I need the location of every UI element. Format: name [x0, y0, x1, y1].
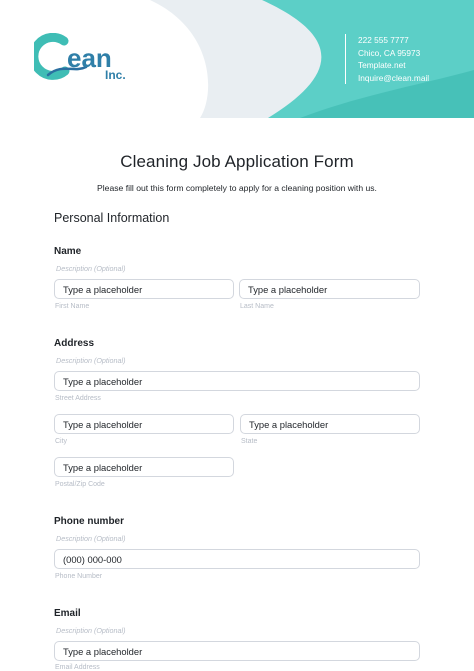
section-title-personal-information: Personal Information: [54, 211, 170, 225]
last-name-input[interactable]: Type a placeholder: [239, 279, 420, 299]
phone-number-hint: Phone Number: [55, 573, 103, 580]
state-hint: State: [241, 438, 258, 445]
phone-label: Phone number: [54, 516, 125, 527]
email-label: Email: [54, 608, 81, 619]
email-hint: Email Address: [55, 664, 100, 671]
first-name-input[interactable]: Type a placeholder: [54, 279, 234, 299]
logo-subtext: Inc.: [105, 68, 126, 82]
address-label: Address: [54, 338, 95, 349]
phone-number-input[interactable]: (000) 000-000: [54, 549, 420, 569]
city-hint: City: [55, 438, 68, 445]
form-title: Cleaning Job Application Form: [120, 152, 354, 171]
street-address-hint: Street Address: [55, 395, 101, 402]
contact-address: Chico, CA 95973: [358, 47, 421, 58]
address-description: Description (Optional): [56, 356, 126, 365]
logo-text: ean: [67, 43, 112, 73]
contact-phone: 222 555 7777: [358, 35, 409, 45]
state-input[interactable]: Type a placeholder: [240, 414, 420, 434]
postal-code-input[interactable]: Type a placeholder: [54, 457, 234, 477]
last-name-hint: Last Name: [240, 303, 274, 310]
name-label: Name: [54, 246, 82, 257]
form-subtitle: Please fill out this form completely to apply for a cleaning position with us.: [97, 183, 377, 193]
header-banner: [0, 0, 474, 118]
contact-website: Template.net: [358, 60, 406, 71]
street-address-input[interactable]: Type a placeholder: [54, 371, 420, 391]
city-input[interactable]: Type a placeholder: [54, 414, 234, 434]
email-input[interactable]: Type a placeholder: [54, 641, 420, 661]
phone-description: Description (Optional): [56, 534, 126, 543]
postal-code-hint: Postal/Zip Code: [55, 481, 105, 488]
first-name-hint: First Name: [55, 303, 90, 310]
email-description: Description (Optional): [56, 626, 126, 635]
contact-info: [345, 34, 429, 84]
name-description: Description (Optional): [56, 264, 126, 273]
contact-email: Inquire@clean.mail: [358, 72, 430, 83]
company-logo: [34, 33, 144, 83]
